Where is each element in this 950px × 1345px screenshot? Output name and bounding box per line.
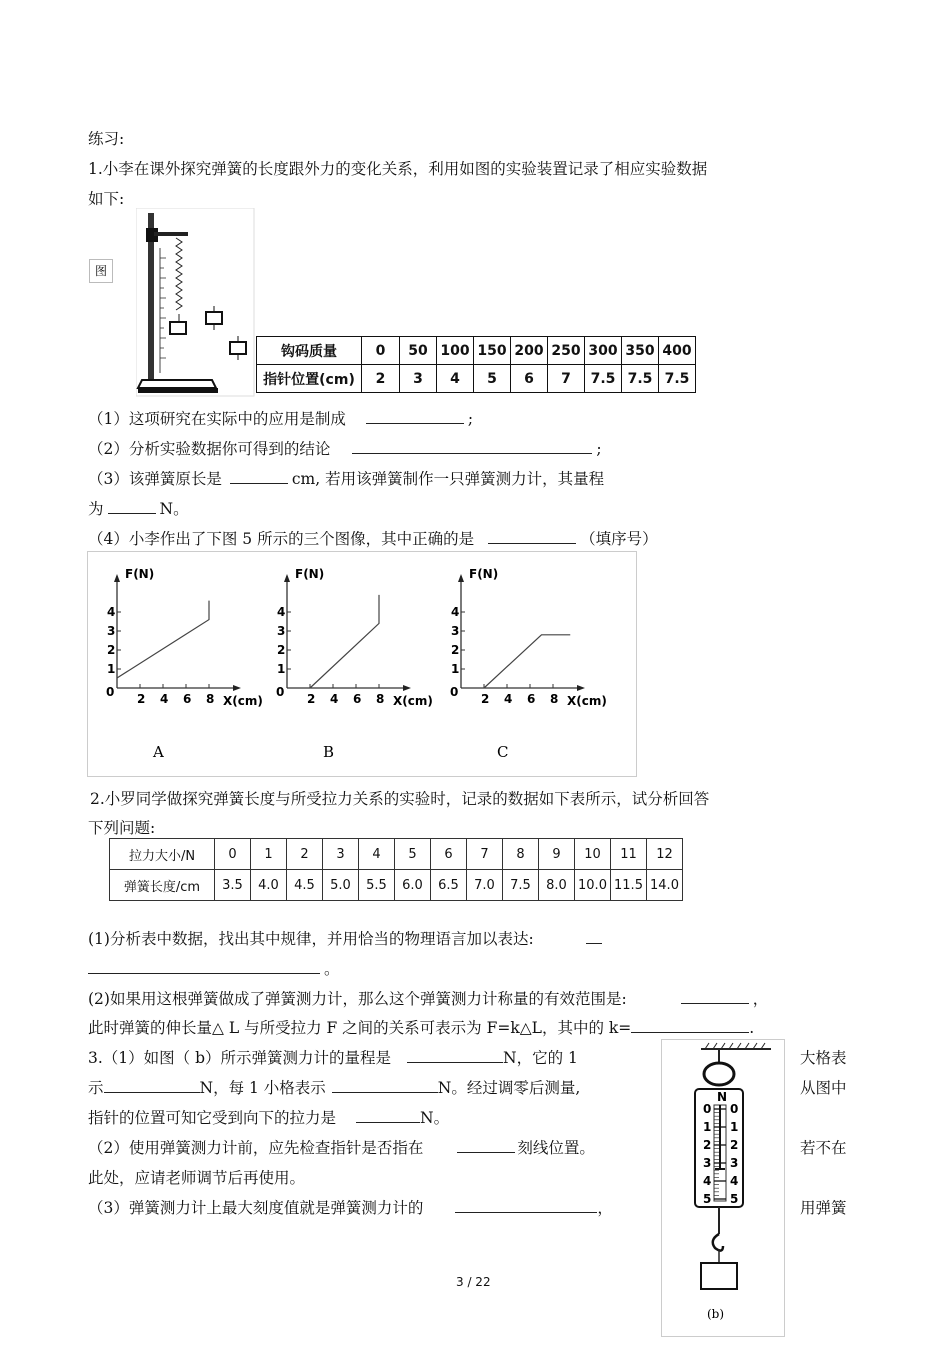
x-tick-label: 8: [206, 692, 215, 706]
q2-line1: 2.小罗同学做探究弹簧长度与所受拉力关系的实验时，记录的数据如下表所示，试分析回答: [90, 790, 710, 808]
q2-sub1: [88, 927, 606, 949]
x-tick-label: 4: [160, 692, 169, 706]
x-tick-label: 6: [183, 692, 192, 706]
table-cell: 10.0: [575, 870, 611, 901]
table-row-header: 弹簧长度/cm: [110, 870, 215, 901]
table-cell: 7: [467, 839, 503, 870]
table-cell: 400: [659, 337, 696, 365]
punct: .: [749, 1019, 755, 1037]
table-cell: 4.5: [287, 870, 323, 901]
answer-blank[interactable]: [332, 1078, 438, 1093]
table-cell: 250: [548, 337, 585, 365]
y-tick-label: 4: [277, 605, 286, 619]
graph-curve: [117, 601, 209, 678]
graph-b: [276, 567, 433, 761]
q2-sub2: [88, 987, 768, 1009]
q3-text: （3）弹簧测力计上最大刻度值就是弹簧测力计的: [88, 1199, 424, 1217]
q1-sub3-cont: [88, 497, 189, 519]
table-cell: 7.5: [659, 365, 696, 393]
table-cell: 7.5: [622, 365, 659, 393]
table-cell: 50: [400, 337, 437, 365]
q3-text: N。经过调零后测量,: [437, 1079, 581, 1097]
y-axis-label: F(N): [125, 567, 155, 581]
q1-sub3: [88, 467, 604, 489]
table-cell: 6: [431, 839, 467, 870]
table-cell: 0: [215, 839, 251, 870]
y-tick-label: 4: [451, 605, 460, 619]
table-cell: 2: [287, 839, 323, 870]
punct: ;: [596, 440, 602, 458]
x-tick-label: 6: [527, 692, 536, 706]
answer-blank[interactable]: [230, 469, 288, 484]
q3-text: 3.（1）如图（ b）所示弹簧测力计的量程是: [88, 1049, 392, 1067]
table-cell: 3: [323, 839, 359, 870]
q3-line6: [88, 1196, 613, 1218]
table-cell: 11.5: [611, 870, 647, 901]
x-tick-label: 4: [504, 692, 513, 706]
q1-sub1-text: （1）这项研究在实际中的应用是制成: [88, 410, 346, 428]
q2-sub2-cont: [88, 1016, 754, 1038]
table-cell: 5.0: [323, 870, 359, 901]
q3-text: N。: [420, 1109, 450, 1127]
answer-blank[interactable]: [356, 1108, 420, 1123]
scale-tick-label: 3: [730, 1156, 739, 1170]
table-cell: 200: [511, 337, 548, 365]
table-cell: 3.5: [215, 870, 251, 901]
graph-a: [106, 567, 263, 761]
table-cell: 7.0: [467, 870, 503, 901]
q3-line4: [88, 1136, 595, 1158]
q1-sub3-text: （3）该弹簧原长是: [88, 470, 222, 488]
answer-blank[interactable]: [88, 959, 320, 974]
answer-blank[interactable]: [488, 529, 576, 544]
q1-sub3-text: 为: [88, 500, 104, 518]
graph-curve: [484, 635, 570, 688]
q3-line3: [88, 1106, 449, 1128]
q1-sub4: [88, 527, 658, 549]
x-tick-label: 6: [353, 692, 362, 706]
q1-sub2: [88, 437, 602, 459]
table-cell: 6.0: [395, 870, 431, 901]
table-cell: 5: [474, 365, 511, 393]
answer-blank[interactable]: [352, 439, 592, 454]
scale-tick-label: 0: [730, 1102, 739, 1116]
y-tick-label: 3: [277, 624, 286, 638]
table-cell: 1: [251, 839, 287, 870]
q3-line4-right: 若不在: [800, 1139, 847, 1157]
q1-data-table: [256, 336, 696, 393]
graph-c: [450, 567, 607, 761]
q3-text: 刻线位置。: [517, 1139, 595, 1157]
table-cell: 11: [611, 839, 647, 870]
figure-caption: (b): [707, 1307, 725, 1321]
page-number: 3 / 22: [456, 1275, 491, 1289]
scale-tick-label: 5: [730, 1192, 739, 1206]
y-tick-label: 2: [277, 643, 286, 657]
punct: 。: [324, 960, 340, 978]
x-tick-label: 4: [330, 692, 339, 706]
origin-label: 0: [450, 685, 459, 699]
q3-line6-right: 用弹簧: [800, 1199, 847, 1217]
y-tick-label: 1: [277, 662, 286, 676]
q3-line2: [88, 1076, 580, 1098]
answer-blank[interactable]: [366, 409, 464, 424]
scale-tick-label: 4: [730, 1174, 739, 1188]
q1-sub1: [88, 407, 473, 429]
q3-line2-right: 从图中: [800, 1079, 847, 1097]
spring-apparatus-illustration: [136, 208, 256, 398]
table-cell: 6.5: [431, 870, 467, 901]
y-tick-label: 2: [107, 643, 116, 657]
q2-data-table: [109, 838, 683, 901]
answer-blank[interactable]: [631, 1018, 749, 1033]
unit-label: N: [717, 1090, 728, 1104]
answer-blank[interactable]: [455, 1198, 597, 1213]
graphs-figure: [87, 551, 635, 775]
q3-text: （2）使用弹簧测力计前，应先检查指针是否指在: [88, 1139, 424, 1157]
y-axis-label: F(N): [295, 567, 325, 581]
table-row-header: 钩码质量: [257, 337, 362, 365]
origin-label: 0: [106, 685, 115, 699]
punct: ，: [752, 990, 769, 1008]
q3-line5: 此处，应请老师调节后再使用。: [88, 1169, 306, 1187]
x-axis-label: X(cm): [393, 694, 433, 708]
table-cell: 4: [437, 365, 474, 393]
answer-blank[interactable]: [108, 499, 156, 514]
q2-sub2-text: (2)如果用这根弹簧做成了弹簧测力计，那么这个弹簧测力计称量的有效范围是:: [88, 990, 627, 1008]
q3-line1: [88, 1046, 578, 1068]
table-cell: 9: [539, 839, 575, 870]
q3-text: N，它的 1: [503, 1049, 578, 1067]
origin-label: 0: [276, 685, 285, 699]
q2-sub1-text: (1)分析表中数据，找出其中规律，并用恰当的物理语言加以表达:: [88, 930, 534, 948]
q3-text: 指针的位置可知它受到向下的拉力是: [88, 1109, 337, 1127]
punct: ;: [467, 410, 474, 428]
y-tick-label: 4: [107, 605, 116, 619]
table-cell: 8.0: [539, 870, 575, 901]
table-cell: 100: [437, 337, 474, 365]
scale-tick-label: 1: [730, 1120, 739, 1134]
scale-tick-label: 1: [703, 1120, 712, 1134]
graph-option-label: C: [497, 743, 509, 761]
q1-sub2-text: （2）分析实验数据你可得到的结论: [88, 440, 331, 458]
table-cell: 7: [548, 365, 585, 393]
q1-line2: 如下:: [88, 190, 125, 208]
table-cell: 12: [647, 839, 683, 870]
q1-sub3-text: N。: [159, 500, 189, 518]
table-cell: 0: [362, 337, 400, 365]
answer-blank[interactable]: [104, 1078, 200, 1093]
x-tick-label: 2: [137, 692, 146, 706]
table-cell: 300: [585, 337, 622, 365]
q1-sub3-text: cm, 若用该弹簧制作一只弹簧测力计，其量程: [291, 470, 605, 488]
y-tick-label: 2: [451, 643, 460, 657]
x-axis-label: X(cm): [223, 694, 263, 708]
scale-tick-label: 2: [703, 1138, 712, 1152]
graph-option-label: B: [323, 743, 335, 761]
q3-text: N，每 1 小格表示: [199, 1079, 326, 1097]
q1-sub4-text: （填序号）: [580, 530, 658, 548]
table-cell: 8: [503, 839, 539, 870]
y-axis-label: F(N): [469, 567, 499, 581]
table-cell: 7.5: [585, 365, 622, 393]
table-cell: 7.5: [503, 870, 539, 901]
punct: ，: [597, 1199, 613, 1217]
answer-blank[interactable]: [407, 1048, 503, 1063]
table-cell: 4.0: [251, 870, 287, 901]
table-row-header: 指针位置(cm): [257, 365, 362, 393]
table-cell: 150: [474, 337, 511, 365]
x-axis-label: X(cm): [567, 694, 607, 708]
table-cell: 3: [400, 365, 437, 393]
y-tick-label: 1: [107, 662, 116, 676]
q1-sub4-text: （4）小李作出了下图 5 所示的三个图像，其中正确的是: [88, 530, 475, 548]
answer-blank[interactable]: [681, 989, 749, 1004]
table-row-header: 拉力大小/N: [110, 839, 215, 870]
answer-blank[interactable]: [457, 1138, 515, 1153]
x-tick-label: 2: [481, 692, 490, 706]
q3-line1-right: 大格表: [800, 1049, 847, 1067]
figure-placeholder-label: 图: [89, 259, 113, 283]
table-cell: 2: [362, 365, 400, 393]
scale-tick-label: 0: [703, 1102, 712, 1116]
table-cell: 4: [359, 839, 395, 870]
x-tick-label: 8: [376, 692, 385, 706]
q2-sub2-text: 此时弹簧的伸长量△ L 与所受拉力 F 之间的关系可表示为 F=k△L，其中的 k=: [88, 1019, 632, 1037]
spring-scale-illustration: [661, 1039, 783, 1335]
q3-text: 示: [88, 1079, 104, 1097]
scale-tick-label: 3: [703, 1156, 712, 1170]
table-cell: 10: [575, 839, 611, 870]
y-tick-label: 3: [107, 624, 116, 638]
q2-line2: 下列问题:: [88, 819, 156, 837]
table-cell: 5.5: [359, 870, 395, 901]
q1-line1: 1.小李在课外探究弹簧的长度跟外力的变化关系，利用如图的实验装置记录了相应实验数据: [88, 160, 708, 178]
x-tick-label: 2: [307, 692, 316, 706]
table-cell: 14.0: [647, 870, 683, 901]
table-cell: 350: [622, 337, 659, 365]
y-tick-label: 1: [451, 662, 460, 676]
y-tick-label: 3: [451, 624, 460, 638]
heading: 练习:: [88, 130, 125, 148]
scale-tick-label: 5: [703, 1192, 712, 1206]
graph-option-label: A: [153, 743, 164, 761]
answer-blank[interactable]: [586, 929, 602, 944]
table-cell: 6: [511, 365, 548, 393]
table-cell: 5: [395, 839, 431, 870]
graph-curve: [310, 595, 379, 688]
scale-tick-label: 2: [730, 1138, 739, 1152]
x-tick-label: 8: [550, 692, 559, 706]
q2-sub1-cont: [88, 957, 340, 979]
scale-tick-label: 4: [703, 1174, 712, 1188]
